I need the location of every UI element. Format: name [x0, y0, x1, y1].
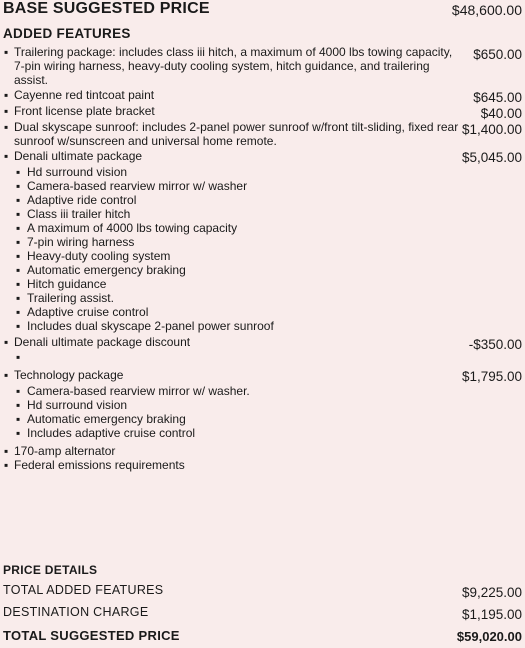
sub-item-label: Hd surround vision: [27, 165, 128, 179]
sub-item: [16, 291, 114, 305]
sub-item: [16, 319, 274, 333]
feature-price: $645.00: [473, 90, 522, 105]
sub-item-label: Trailering assist.: [27, 291, 114, 305]
feature-label: Front license plate bracket: [14, 104, 155, 118]
sub-item-label: Adaptive ride control: [27, 193, 137, 207]
bullet-icon: ▪: [4, 368, 9, 382]
feature-label: Cayenne red tintcoat paint: [14, 88, 155, 102]
sub-bullet-icon: ▪: [16, 291, 21, 305]
bullet-icon: ▪: [4, 149, 9, 163]
sub-bullet-icon: ▪: [16, 426, 21, 440]
sub-bullet-icon: ▪: [16, 165, 21, 179]
sub-item: [16, 384, 250, 398]
sub-item: [16, 277, 106, 291]
sub-item: [16, 263, 186, 277]
sub-item: [16, 207, 130, 221]
feature-item: [4, 335, 459, 349]
sub-item-label: Includes adaptive cruise control: [27, 426, 196, 440]
total-suggested-price-label: TOTAL SUGGESTED PRICE: [3, 628, 180, 643]
feature-price: $1,795.00: [461, 369, 522, 384]
sub-bullet-icon: ▪: [16, 350, 21, 364]
sub-bullet-icon: ▪: [16, 179, 21, 193]
sub-item-label: Hd surround vision: [27, 398, 128, 412]
total-added-features-value: $9,225.00: [461, 585, 522, 600]
total-added-features-label: TOTAL ADDED FEATURES: [3, 583, 164, 597]
sub-item-label: Hitch guidance: [27, 277, 107, 291]
sub-item-label: Camera-based rearview mirror w/ washer: [27, 179, 248, 193]
added-features-title: ADDED FEATURES: [3, 26, 131, 41]
bullet-icon: ▪: [4, 335, 9, 349]
sub-bullet-icon: ▪: [16, 384, 21, 398]
feature-label: Denali ultimate package discount: [14, 335, 191, 349]
feature-label: Trailering package: includes class iii hitch, a maximum of 4000 lbs towing capacity, 7-pin wiring harness, heavy-duty cooling system, hitch guidance, and trailering assist.: [14, 45, 453, 87]
sub-item-label: Camera-based rearview mirror w/ washer.: [27, 384, 250, 398]
feature-item: [4, 104, 459, 118]
sub-bullet-icon: ▪: [16, 221, 21, 235]
bullet-icon: ▪: [4, 120, 9, 134]
base-price-title: BASE SUGGESTED PRICE: [3, 0, 210, 17]
feature-price: $5,045.00: [461, 150, 522, 165]
feature-price: $1,400.00: [461, 122, 522, 137]
bullet-icon: ▪: [4, 444, 9, 458]
sub-bullet-icon: ▪: [16, 235, 21, 249]
feature-item: [4, 458, 459, 472]
feature-price: $650.00: [473, 47, 522, 62]
sub-item: [16, 249, 170, 263]
sub-item-label: Includes dual skyscape 2-panel power sunroof: [27, 319, 274, 333]
sub-item-label: A maximum of 4000 lbs towing capacity: [27, 221, 238, 235]
bullet-icon: ▪: [4, 458, 9, 472]
price-details-title: PRICE DETAILS: [3, 563, 98, 577]
feature-label: 170-amp alternator: [14, 444, 116, 458]
sub-bullet-icon: ▪: [16, 207, 21, 221]
sub-bullet-icon: ▪: [16, 305, 21, 319]
bullet-icon: ▪: [4, 45, 9, 59]
sub-item-label: Adaptive cruise control: [27, 305, 149, 319]
feature-item: [4, 368, 459, 382]
sub-item: [16, 179, 247, 193]
sub-item-label: Automatic emergency braking: [27, 263, 186, 277]
sub-bullet-icon: ▪: [16, 249, 21, 263]
sub-item: [16, 193, 136, 207]
sub-bullet-icon: ▪: [16, 263, 21, 277]
feature-label: Technology package: [14, 368, 124, 382]
feature-item: [4, 45, 459, 87]
feature-label: Dual skyscape sunroof: includes 2-panel power sunroof w/front tilt-sliding, fixed rear sunroof w/sunscreen and universal home remote.: [14, 120, 459, 148]
feature-label: Federal emissions requirements: [14, 458, 185, 472]
sub-item: [16, 426, 195, 440]
sub-item: [16, 350, 27, 364]
sub-item: [16, 412, 186, 426]
sub-item-label: Heavy-duty cooling system: [27, 249, 171, 263]
sub-item-label: Class iii trailer hitch: [27, 207, 131, 221]
bullet-icon: ▪: [4, 88, 9, 102]
feature-item: [4, 444, 459, 458]
feature-item: [4, 88, 459, 102]
base-price-value: $48,600.00: [451, 2, 522, 18]
feature-label: Denali ultimate package: [14, 149, 143, 163]
sub-bullet-icon: ▪: [16, 277, 21, 291]
sub-bullet-icon: ▪: [16, 319, 21, 333]
sub-item: [16, 305, 148, 319]
total-suggested-price-value: $59,020.00: [456, 629, 522, 644]
sub-item: [16, 221, 237, 235]
sub-item-label: 7-pin wiring harness: [27, 235, 135, 249]
sub-item: [16, 398, 127, 412]
sub-item-label: Automatic emergency braking: [27, 412, 186, 426]
bullet-icon: ▪: [4, 104, 9, 118]
sub-bullet-icon: ▪: [16, 412, 21, 426]
feature-price: $40.00: [480, 106, 522, 121]
destination-charge-value: $1,195.00: [461, 607, 522, 622]
feature-item: [4, 120, 459, 148]
feature-price: -$350.00: [468, 337, 522, 352]
destination-charge-label: DESTINATION CHARGE: [3, 605, 149, 619]
sub-item: [16, 235, 134, 249]
sub-item: [16, 165, 127, 179]
sub-bullet-icon: ▪: [16, 193, 21, 207]
sub-bullet-icon: ▪: [16, 398, 21, 412]
feature-item: [4, 149, 459, 163]
